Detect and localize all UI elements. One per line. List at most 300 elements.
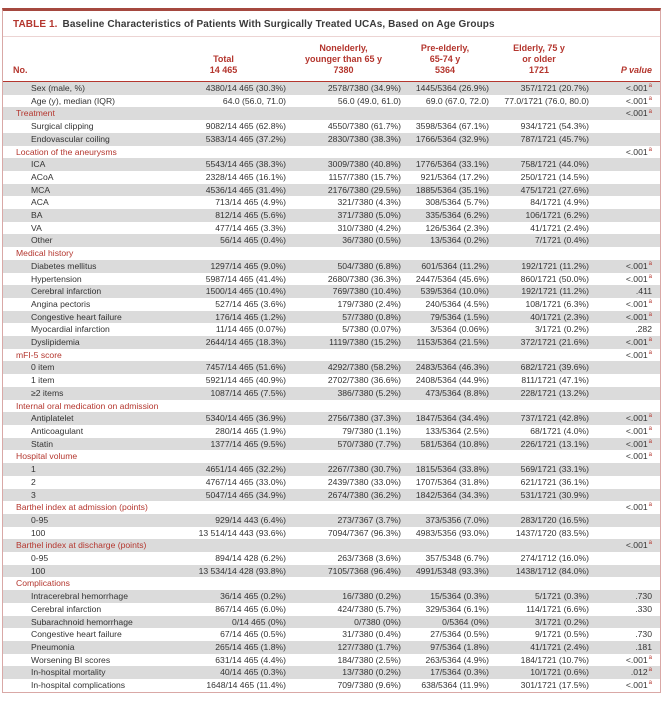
cell-preelderly: 581/5364 (10.8%): [420, 438, 489, 449]
row-label: Statin: [31, 438, 53, 449]
cell-preelderly: 97/5364 (1.8%): [430, 641, 489, 652]
row-label: Angina pectoris: [31, 298, 91, 309]
cell-total: 4651/14 465 (32.2%): [205, 464, 286, 475]
footnote-marker: a: [648, 299, 652, 306]
cell-nonelderly: 2830/7380 (38.3%): [327, 133, 401, 144]
cell-elderly: 860/1721 (50.0%): [520, 273, 589, 284]
cell-nonelderly: 0/7380 (0%): [354, 616, 401, 627]
cell-total: 280/14 465 (1.9%): [215, 425, 286, 436]
cell-pvalue: .012$^a$: [630, 667, 652, 678]
cell-pvalue: <.001$^a$: [625, 95, 652, 106]
cell-preelderly: 69.0 (67.0, 72.0): [425, 95, 489, 106]
cell-preelderly: 308/5364 (5.7%): [425, 197, 489, 208]
row-label: 1: [31, 464, 36, 475]
row-label: Sex (male, %): [31, 83, 85, 93]
row-label: 100: [31, 527, 46, 538]
cell-preelderly: [401, 400, 489, 413]
row-label: Worsening BI scores: [31, 654, 111, 665]
cell-pvalue: <.001$^a$: [625, 273, 652, 284]
cell-preelderly: 1707/5364 (31.8%): [415, 476, 489, 487]
table-row: [3, 565, 660, 578]
table-row: [3, 158, 660, 171]
cell-preelderly: 1766/5364 (32.9%): [415, 133, 489, 144]
row-label: Antiplatelet: [31, 413, 74, 424]
row-label: Dyslipidemia: [31, 337, 80, 348]
cell-preelderly: 3598/5364 (67.1%): [415, 121, 489, 132]
cell-elderly: [489, 400, 589, 413]
cell-total: 64.0 (56.0, 71.0): [222, 95, 286, 106]
cell-nonelderly: 1157/7380 (15.7%): [328, 171, 401, 182]
cell-pvalue: [589, 552, 660, 565]
cell-nonelderly: 263/7368 (3.6%): [337, 553, 401, 564]
row-label: 0 item: [31, 362, 55, 373]
cell-pvalue: .282: [635, 324, 652, 335]
cell-nonelderly: 31/7380 (0.4%): [342, 629, 401, 640]
section-row: [3, 247, 660, 260]
table-row: [3, 234, 660, 247]
cell-elderly: [489, 349, 589, 362]
cell-total: 812/14 465 (5.6%): [215, 210, 286, 221]
row-label: 0-95: [31, 553, 49, 564]
table-row: [3, 222, 660, 235]
table-row: [3, 463, 660, 476]
cell-elderly: 41/1721 (2.4%): [530, 641, 589, 652]
cell-total: 1648/14 465 (11.4%): [206, 680, 286, 691]
row-label: mFI-5 score: [16, 349, 62, 360]
table-row: [3, 616, 660, 629]
cell-nonelderly: [286, 400, 401, 413]
cell-elderly: 7/1721 (0.4%): [535, 235, 589, 246]
footnote-marker: a: [648, 667, 652, 674]
cell-nonelderly: 371/7380 (5.0%): [337, 210, 401, 221]
cell-pvalue: [589, 222, 660, 235]
cell-pvalue: [589, 247, 660, 260]
row-label: Other: [31, 235, 53, 246]
cell-total: [161, 247, 286, 260]
cell-nonelderly: 4550/7380 (61.7%): [327, 121, 401, 132]
cell-elderly: 68/1721 (4.0%): [530, 425, 589, 436]
cell-nonelderly: 3009/7380 (40.8%): [327, 159, 401, 170]
table-row: [3, 273, 660, 286]
cell-nonelderly: 273/7367 (3.7%): [337, 514, 401, 525]
cell-nonelderly: 2176/7380 (29.5%): [327, 184, 401, 195]
row-label: Subarachnoid hemorrhage: [31, 616, 133, 627]
cell-total: 477/14 465 (3.3%): [215, 222, 286, 233]
table-row: [3, 476, 660, 489]
cell-elderly: 192/1721 (11.2%): [521, 286, 589, 297]
table-row: [3, 171, 660, 184]
table-row: [3, 666, 660, 679]
cell-elderly: 41/1721 (2.4%): [530, 222, 589, 233]
cell-nonelderly: [286, 501, 401, 514]
footnote-marker: a: [648, 540, 652, 547]
cell-pvalue: [589, 387, 660, 400]
cell-elderly: 3/1721 (0.2%): [535, 324, 589, 335]
cell-total: 9082/14 465 (62.8%): [205, 121, 286, 132]
cell-pvalue: [589, 361, 660, 374]
cell-preelderly: 126/5364 (2.3%): [425, 222, 489, 233]
cell-elderly: 226/1721 (13.1%): [520, 438, 589, 449]
cell-preelderly: 0/5364 (0%): [442, 616, 489, 627]
cell-total: [161, 577, 286, 590]
cell-preelderly: 329/5364 (6.1%): [425, 603, 489, 614]
cell-nonelderly: 2702/7380 (36.6%): [327, 375, 401, 386]
footnote-marker: a: [648, 146, 652, 153]
cell-elderly: [489, 107, 589, 120]
table-row: [3, 209, 660, 222]
table-row: [3, 184, 660, 197]
footnote-marker: a: [648, 311, 652, 318]
cell-total: 176/14 465 (1.2%): [215, 311, 286, 322]
cell-nonelderly: 310/7380 (4.2%): [337, 222, 401, 233]
cell-nonelderly: 570/7380 (7.7%): [337, 438, 401, 449]
cell-pvalue: [589, 616, 660, 629]
cell-pvalue: .730: [635, 629, 652, 640]
row-label: 1 item: [31, 375, 55, 386]
cell-pvalue: [589, 158, 660, 171]
cell-pvalue: <.001$^a$: [625, 680, 652, 691]
cell-pvalue: <.001$^a$: [625, 451, 652, 462]
row-label: Medical history: [16, 248, 74, 259]
cell-preelderly: 13/5364 (0.2%): [430, 235, 489, 246]
cell-total: 1377/14 465 (9.5%): [210, 438, 286, 449]
cell-pvalue: .330: [635, 603, 652, 614]
row-label: Intracerebral hemorrhage: [31, 591, 128, 602]
cell-preelderly: 27/5364 (0.5%): [430, 629, 489, 640]
cell-nonelderly: 56.0 (49.0, 61.0): [337, 95, 401, 106]
cell-total: 1087/14 465 (7.5%): [210, 387, 286, 398]
cell-total: [161, 349, 286, 362]
cell-pvalue: .730: [635, 591, 652, 602]
table-row: [3, 679, 660, 692]
cell-pvalue: <.001$^a$: [625, 438, 652, 449]
table-header: [3, 37, 660, 82]
cell-pvalue: [589, 514, 660, 527]
cell-nonelderly: 179/7380 (2.4%): [337, 298, 401, 309]
cell-total: 67/14 465 (0.5%): [220, 629, 286, 640]
cell-elderly: 283/1720 (16.5%): [520, 514, 589, 525]
section-row: [3, 146, 660, 159]
table-row: [3, 336, 660, 349]
cell-preelderly: 2483/5364 (46.3%): [415, 362, 489, 373]
section-row: [3, 501, 660, 514]
cell-preelderly: 3/5364 (0.06%): [430, 324, 489, 335]
cell-nonelderly: 1119/7380 (15.2%): [329, 337, 401, 348]
table-row: [3, 590, 660, 603]
table-row: [3, 387, 660, 400]
cell-elderly: 301/1721 (17.5%): [520, 680, 589, 691]
cell-elderly: 475/1721 (27.6%): [520, 184, 589, 195]
cell-total: [161, 107, 286, 120]
cell-elderly: [489, 539, 589, 552]
section-row: [3, 400, 660, 413]
cell-total: 2328/14 465 (16.1%): [205, 171, 286, 182]
cell-pvalue: [589, 400, 660, 413]
cell-nonelderly: 504/7380 (6.8%): [337, 260, 401, 271]
table-row: [3, 95, 660, 108]
cell-pvalue: [589, 234, 660, 247]
cell-nonelderly: 2439/7380 (33.0%): [327, 476, 401, 487]
cell-elderly: 1438/1712 (84.0%): [515, 565, 589, 576]
table-row: [3, 120, 660, 133]
cell-elderly: 84/1721 (4.9%): [530, 197, 589, 208]
footnote-marker: a: [648, 95, 652, 102]
cell-total: 56/14 465 (0.4%): [220, 235, 286, 246]
cell-nonelderly: 4292/7380 (58.2%): [327, 362, 401, 373]
cell-preelderly: 263/5364 (4.9%): [425, 654, 489, 665]
cell-pvalue: [589, 476, 660, 489]
cell-total: 527/14 465 (3.6%): [215, 298, 286, 309]
cell-preelderly: 539/5364 (10.0%): [420, 286, 489, 297]
cell-nonelderly: 769/7380 (10.4%): [332, 286, 401, 297]
cell-preelderly: 2447/5364 (45.6%): [415, 273, 489, 284]
col-header-pvalue: P value: [589, 37, 660, 82]
cell-preelderly: 79/5364 (1.5%): [430, 311, 489, 322]
cell-total: 929/14 443 (6.4%): [215, 514, 286, 525]
table-row: [3, 374, 660, 387]
cell-nonelderly: [286, 539, 401, 552]
cell-nonelderly: 13/7380 (0.2%): [342, 667, 401, 678]
cell-nonelderly: 321/7380 (4.3%): [337, 197, 401, 208]
row-label: In-hospital complications: [31, 680, 126, 691]
footnote-marker: a: [648, 438, 652, 445]
row-label: VA: [31, 222, 42, 233]
cell-elderly: [489, 501, 589, 514]
footnote-marker: a: [648, 83, 652, 90]
cell-total: 5383/14 465 (37.2%): [205, 133, 286, 144]
cell-elderly: 250/1721 (14.5%): [520, 171, 589, 182]
cell-total: 2644/14 465 (18.3%): [205, 337, 286, 348]
cell-pvalue: [589, 577, 660, 590]
cell-nonelderly: 7105/7368 (96.4%): [327, 565, 401, 576]
cell-nonelderly: 709/7380 (9.6%): [337, 680, 401, 691]
cell-pvalue: [589, 489, 660, 502]
cell-preelderly: 921/5364 (17.2%): [420, 171, 489, 182]
cell-elderly: 682/1721 (39.6%): [520, 362, 589, 373]
cell-pvalue: <.001$^a$: [625, 311, 652, 322]
cell-preelderly: 1847/5364 (34.4%): [415, 413, 489, 424]
table-title-text: Baseline Characteristics of Patients With Surgically Treated UCAs, Based on Age Groups: [62, 19, 495, 30]
cell-total: 1297/14 465 (9.0%): [210, 260, 286, 271]
row-label: Cerebral infarction: [31, 286, 102, 297]
cell-preelderly: 335/5364 (6.2%): [425, 210, 489, 221]
cell-elderly: 531/1721 (30.9%): [520, 489, 589, 500]
cell-pvalue: <.001$^a$: [625, 413, 652, 424]
cell-preelderly: 1842/5364 (34.3%): [415, 489, 489, 500]
table-body: [3, 82, 660, 692]
cell-nonelderly: 7094/7367 (96.3%): [327, 527, 401, 538]
table-row: [3, 311, 660, 324]
cell-total: 5047/14 465 (34.9%): [205, 489, 286, 500]
cell-pvalue: .411: [635, 286, 652, 297]
cell-pvalue: [589, 184, 660, 197]
cell-preelderly: 1776/5364 (33.1%): [415, 159, 489, 170]
table-row: [3, 514, 660, 527]
table-row: [3, 603, 660, 616]
cell-elderly: 192/1721 (11.2%): [521, 260, 589, 271]
table-row: [3, 196, 660, 209]
cell-total: [161, 400, 286, 413]
table-row: [3, 641, 660, 654]
cell-pvalue: <.001$^a$: [625, 540, 652, 551]
cell-preelderly: 1885/5364 (35.1%): [415, 184, 489, 195]
table-row: [3, 82, 660, 95]
col-header-elderly: Elderly, 75 y or older 1721: [489, 37, 589, 82]
cell-pvalue: [589, 463, 660, 476]
cell-preelderly: [401, 349, 489, 362]
row-label: Hypertension: [31, 273, 82, 284]
cell-total: 36/14 465 (0.2%): [220, 591, 286, 602]
cell-preelderly: 1153/5364 (21.5%): [416, 337, 489, 348]
baseline-characteristics-table: [2, 8, 661, 693]
cell-preelderly: [401, 577, 489, 590]
row-label: Internal oral medication on admission: [16, 400, 159, 411]
cell-elderly: 108/1721 (6.3%): [525, 298, 589, 309]
cell-preelderly: 601/5364 (11.2%): [421, 260, 489, 271]
cell-total: 4536/14 465 (31.4%): [205, 184, 286, 195]
cell-pvalue: [589, 196, 660, 209]
cell-total: [161, 146, 286, 159]
cell-total: 13 534/14 428 (93.8%): [198, 565, 286, 576]
cell-elderly: 3/1721 (0.2%): [535, 616, 589, 627]
cell-pvalue: [589, 133, 660, 146]
row-label: Barthel index at discharge (points): [16, 540, 147, 551]
table-row: [3, 298, 660, 311]
table-row: [3, 552, 660, 565]
cell-nonelderly: [286, 349, 401, 362]
footnote-marker: a: [648, 108, 652, 115]
cell-elderly: 621/1721 (36.1%): [520, 476, 589, 487]
row-label: ≥2 items: [31, 387, 64, 398]
cell-total: 867/14 465 (6.0%): [215, 603, 286, 614]
row-label: 100: [31, 565, 46, 576]
cell-total: 631/14 465 (4.4%): [215, 654, 286, 665]
cell-pvalue: <.001$^a$: [625, 146, 652, 157]
cell-elderly: 114/1721 (6.6%): [526, 603, 589, 614]
cell-total: [161, 501, 286, 514]
cell-elderly: 274/1712 (16.0%): [520, 553, 589, 564]
cell-pvalue: <.001$^a$: [625, 349, 652, 360]
cell-nonelderly: [286, 146, 401, 159]
data-table: [3, 37, 660, 692]
cell-nonelderly: 36/7380 (0.5%): [342, 235, 401, 246]
row-label: Barthel index at admission (points): [16, 502, 148, 513]
cell-nonelderly: 424/7380 (5.7%): [337, 603, 401, 614]
table-row: [3, 654, 660, 667]
cell-elderly: 184/1721 (10.7%): [520, 654, 589, 665]
footnote-marker: a: [648, 337, 652, 344]
row-label: Hospital volume: [16, 451, 78, 462]
cell-preelderly: 638/5364 (11.9%): [421, 680, 489, 691]
cell-nonelderly: 79/7380 (1.1%): [342, 425, 401, 436]
cell-elderly: 811/1721 (47.1%): [521, 375, 589, 386]
cell-preelderly: [401, 450, 489, 463]
row-label: ICA: [31, 159, 46, 170]
cell-elderly: 787/1721 (45.7%): [520, 133, 589, 144]
table-row: [3, 361, 660, 374]
section-row: [3, 450, 660, 463]
cell-total: 713/14 465 (4.9%): [215, 197, 286, 208]
cell-elderly: 77.0/1721 (76.0, 80.0): [504, 95, 589, 106]
cell-elderly: 9/1721 (0.5%): [535, 629, 589, 640]
cell-total: 5987/14 465 (41.4%): [205, 273, 286, 284]
cell-nonelderly: 2578/7380 (34.9%): [327, 83, 401, 93]
cell-preelderly: [401, 539, 489, 552]
row-label: MCA: [31, 184, 51, 195]
cell-elderly: 372/1721 (21.6%): [520, 337, 589, 348]
cell-pvalue: <.001$^a$: [625, 298, 652, 309]
table-row: [3, 489, 660, 502]
table-row: [3, 628, 660, 641]
col-header-no: [3, 37, 161, 82]
cell-total: 5543/14 465 (38.3%): [205, 159, 286, 170]
cell-elderly: 106/1721 (6.2%): [525, 210, 589, 221]
table-row: [3, 323, 660, 336]
col-header-no-label: No.: [13, 65, 28, 75]
section-row: [3, 539, 660, 552]
cell-total: 11/14 465 (0.07%): [215, 324, 286, 335]
cell-nonelderly: 16/7380 (0.2%): [342, 591, 401, 602]
cell-nonelderly: [286, 107, 401, 120]
cell-total: 40/14 465 (0.3%): [220, 667, 286, 678]
cell-pvalue: [589, 527, 660, 540]
cell-pvalue: [589, 565, 660, 578]
cell-nonelderly: [286, 577, 401, 590]
cell-nonelderly: 57/7380 (0.8%): [342, 311, 401, 322]
cell-nonelderly: [286, 247, 401, 260]
section-row: [3, 107, 660, 120]
cell-elderly: 10/1721 (0.6%): [530, 667, 589, 678]
footnote-marker: a: [648, 451, 652, 458]
cell-elderly: 737/1721 (42.8%): [520, 413, 589, 424]
footnote-marker: a: [648, 502, 652, 509]
cell-elderly: [489, 146, 589, 159]
col-header-preelderly: Pre-elderly, 65-74 y 5364: [401, 37, 489, 82]
cell-total: 4380/14 465 (30.3%): [205, 83, 286, 93]
cell-pvalue: .181: [635, 641, 652, 652]
cell-total: 5340/14 465 (36.9%): [205, 413, 286, 424]
cell-pvalue: <.001$^a$: [625, 108, 652, 119]
cell-preelderly: 15/5364 (0.3%): [430, 591, 489, 602]
cell-pvalue: <.001$^a$: [625, 654, 652, 665]
cell-elderly: 569/1721 (33.1%): [520, 464, 589, 475]
footnote-marker: a: [648, 680, 652, 687]
cell-pvalue: <.001$^a$: [625, 502, 652, 513]
table-row: [3, 285, 660, 298]
footnote-marker: a: [648, 413, 652, 420]
footnote-marker: a: [648, 654, 652, 661]
table-row: [3, 412, 660, 425]
table-row: [3, 438, 660, 451]
table-row: [3, 133, 660, 146]
cell-nonelderly: 2674/7380 (36.2%): [327, 489, 401, 500]
cell-preelderly: [401, 107, 489, 120]
row-label: 2: [31, 476, 36, 487]
row-label: Myocardial infarction: [31, 324, 110, 335]
cell-preelderly: 2408/5364 (44.9%): [415, 375, 489, 386]
row-label: Complications: [16, 578, 70, 589]
row-label: Treatment: [16, 108, 55, 119]
cell-preelderly: 133/5364 (2.5%): [425, 425, 489, 436]
cell-elderly: 40/1721 (2.3%): [530, 311, 589, 322]
cell-preelderly: 357/5348 (6.7%): [425, 553, 489, 564]
cell-pvalue: [589, 374, 660, 387]
cell-total: 894/14 428 (6.2%): [215, 553, 286, 564]
cell-preelderly: 240/5364 (4.5%): [425, 298, 489, 309]
cell-total: [161, 450, 286, 463]
cell-total: [161, 539, 286, 552]
table-row: [3, 527, 660, 540]
